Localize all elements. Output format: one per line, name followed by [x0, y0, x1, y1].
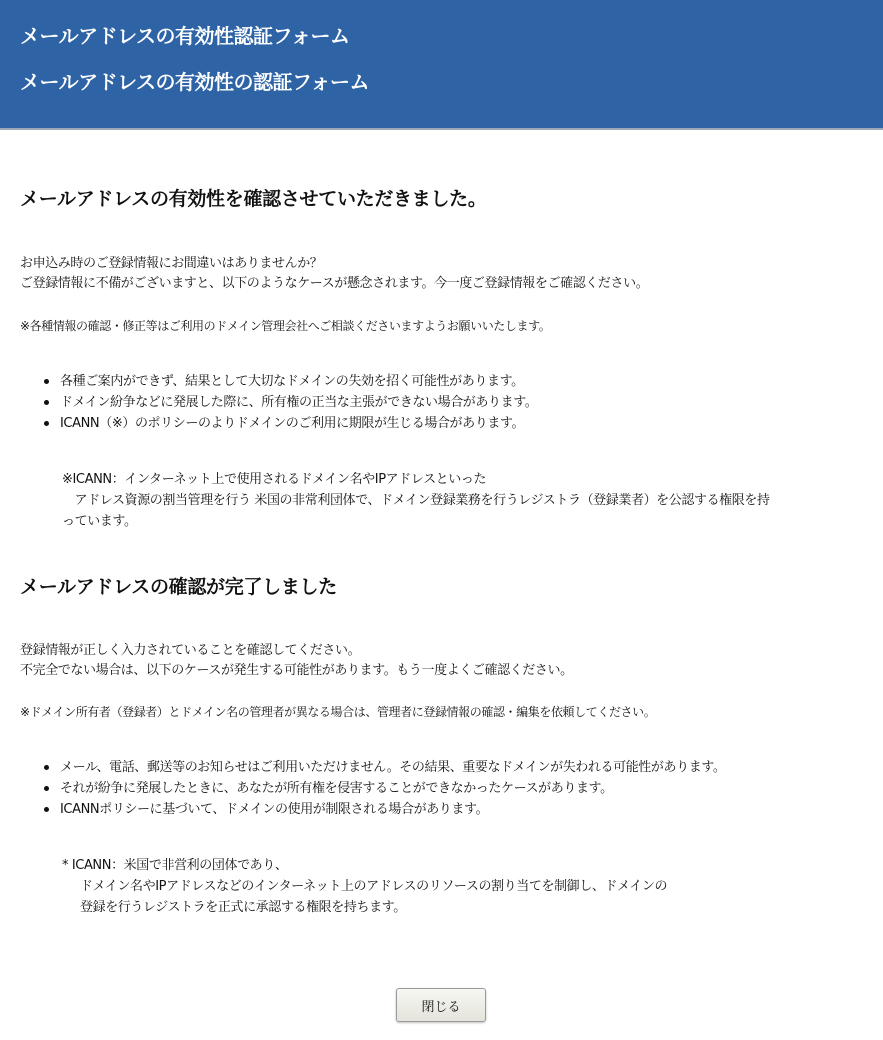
- section2-intro-line2: 不完全でない場合は、以下のケースが発生する可能性があります。もう一度よくご確認ください。: [20, 663, 573, 678]
- section2-bullet-list: [0, 757, 725, 820]
- list-item: メール、電話、郵送等のお知らせはご利用いただけません。その結果、重要なドメインが失われる可能性があります。: [0, 757, 725, 778]
- section1-heading: メールアドレスの有効性を確認させていただきました。: [20, 188, 487, 210]
- section2-heading: メールアドレスの確認が完了しました: [20, 576, 337, 598]
- section1-footnote-line1: ※ICANN：インターネット上で使用されるドメイン名やIPアドレスといった: [62, 472, 487, 487]
- list-item: それが紛争に発展したときに、あなたが所有権を侵害することができなかったケースがあります。: [0, 778, 725, 799]
- header-title-2: メールアドレスの有効性の認証フォーム: [20, 70, 369, 94]
- section2-footnote: [62, 855, 667, 918]
- section2-notice: ※ドメイン所有者（登録者）とドメイン名の管理者が異なる場合は、管理者に登録情報の確認・編集を依頼してください。: [20, 705, 656, 719]
- list-item: 各種ご案内ができず、結果として大切なドメインの失効を招く可能性があります。: [0, 371, 537, 392]
- section1-notice: ※各種情報の確認・修正等はご利用のドメイン管理会社へご相談くださいますようお願いいたします。: [20, 319, 551, 333]
- section1-intro-line1: お申込み時のご登録情報にお間違いはありませんか？: [20, 256, 323, 271]
- section1-footnote-line2: アドレス資源の割当管理を行う 米国の非常利団体で、ドメイン登録業務を行うレジストラ（登録業者）を公認する権限を持: [62, 493, 770, 508]
- section1-intro-line2: ご登録情報に不備がございますと、以下のようなケースが懸念されます。今一度ご登録情報をご確認ください。: [20, 276, 649, 291]
- section2-footnote-line2: ドメイン名やIPアドレスなどのインターネット上のアドレスのリソースの割り当てを制御し、ドメインの: [80, 879, 668, 894]
- list-item: ICANN（※）のポリシーのよりドメインのご利用に期限が生じる場合があります。: [0, 413, 537, 434]
- section1-bullet-list: [0, 371, 537, 434]
- section1-footnote: [62, 469, 770, 532]
- section2-footnote-line3: 登録を行うレジストラを正式に承認する権限を持ちます。: [80, 900, 406, 915]
- section1-footnote-line3: っています。: [62, 514, 137, 529]
- close-button[interactable]: 閉じる: [396, 988, 486, 1022]
- section2-footnote-line1: * ICANN：米国で非営利の団体であり、: [62, 858, 288, 873]
- header-title-1: メールアドレスの有効性認証フォーム: [20, 24, 350, 48]
- page-header: [0, 0, 883, 130]
- list-item: ドメイン紛争などに発展した際に、所有権の正当な主張ができない場合があります。: [0, 392, 537, 413]
- list-item: ICANNポリシーに基づいて、ドメインの使用が制限される場合があります。: [0, 799, 725, 820]
- section2-intro-line1: 登録情報が正しく入力されていることを確認してください。: [20, 643, 361, 658]
